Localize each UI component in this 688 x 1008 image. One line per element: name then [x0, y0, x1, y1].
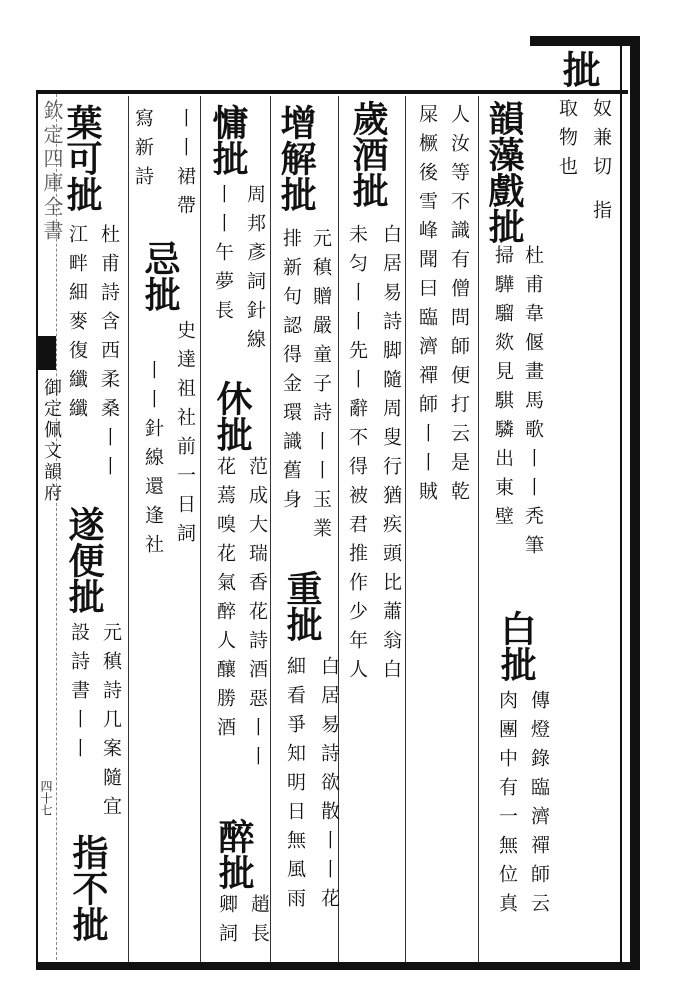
entry-text: 趙長 [248, 894, 270, 952]
entry-heading: 指不㧗 [67, 834, 109, 942]
entry-text: 白居易詩脚隨周叟行猶疾頭比蕭翁白 [380, 224, 402, 688]
entry-heading: 醉㧗 [213, 818, 255, 890]
entry-text: 掃驊騮欻見騏驎出東壁 [492, 245, 514, 535]
entry-text: 丨丨午夢長 [212, 184, 234, 329]
frame-right-rule [630, 36, 640, 970]
column-rule [405, 96, 406, 962]
entry-heading: 白㧗 [495, 610, 537, 682]
entry-text: 江畔細麥復纖纖 [66, 224, 88, 427]
margin-title: 欽定四庫全書 [40, 100, 64, 244]
entry-text: 史達祖社前一日詞 [174, 320, 196, 552]
head-tone: 指 [590, 200, 612, 229]
entry-text: 寫新詩 [132, 108, 154, 195]
head-reading: 奴兼切 [590, 98, 612, 185]
entry-heading: 增解㧗 [275, 104, 317, 212]
frame-right-inner-rule [620, 46, 622, 962]
entry-text: 設詩書丨丨 [68, 622, 90, 767]
entry-text: 白居易詩欲散丨丨花 [318, 656, 340, 917]
entry-text: 杜甫詩含西柔桑丨丨 [98, 224, 120, 485]
column-rule [200, 96, 201, 962]
head-character: 㧗 [556, 50, 601, 88]
frame-top-right-rule [530, 36, 640, 46]
entry-text: 范成大瑞香花詩酒惡丨丨 [246, 456, 268, 775]
frame-bottom-rule [36, 962, 640, 970]
entry-text: 丨丨針線還逢社 [142, 360, 164, 563]
column-rule [128, 96, 129, 962]
entry-heading: 韻藻戲㧗 [483, 100, 525, 244]
head-gloss: 取物也 [556, 98, 578, 185]
entry-text: 丨丨裙帶 [174, 108, 196, 224]
entry-text: 花蔫嗅花氣醉人釀勝酒 [214, 456, 236, 746]
margin-page-number: 四十七 [39, 780, 53, 816]
margin-fishtail-block [38, 336, 56, 370]
entry-text: 元稹贈嚴童子詩丨丨玉業 [310, 228, 332, 547]
entry-text: 傳燈錄臨濟禪師云 [528, 690, 550, 922]
entry-text: 人汝等不識有僧問師便打云是乾 [448, 104, 470, 510]
column-rule [270, 96, 271, 962]
entry-heading: 慵㧗 [207, 104, 249, 176]
entry-text: 屎橛後雪峰聞曰臨濟禪師丨丨賊 [416, 104, 438, 510]
entry-text: 排新句認得金環識舊身 [280, 228, 302, 518]
entry-heading: 重㧗 [281, 570, 323, 642]
entry-heading: 歲酒㧗 [347, 100, 389, 208]
entry-text: 元稹詩几案隨宜 [100, 622, 122, 825]
entry-text: 細看爭知明日無風雨 [284, 656, 306, 917]
entry-text: 卿詞 [216, 894, 238, 952]
entry-heading: 葉可㧗 [61, 104, 103, 212]
entry-heading: 遂便㧗 [63, 506, 105, 614]
column-rule [478, 96, 479, 962]
entry-text: 未匀丨丨先丨辭不得被君推作少年人 [346, 224, 368, 688]
entry-text: 周邦彥詞針線 [244, 184, 266, 358]
entry-heading: 忌㧗 [139, 240, 181, 312]
entry-heading: 休㧗 [211, 380, 253, 452]
margin-book-title: 御定佩文韻府 [41, 378, 62, 504]
entry-text: 肉團中有一無位真 [496, 690, 518, 922]
entry-text: 杜甫韋偃畫馬歌丨丨秃筆 [522, 245, 544, 564]
